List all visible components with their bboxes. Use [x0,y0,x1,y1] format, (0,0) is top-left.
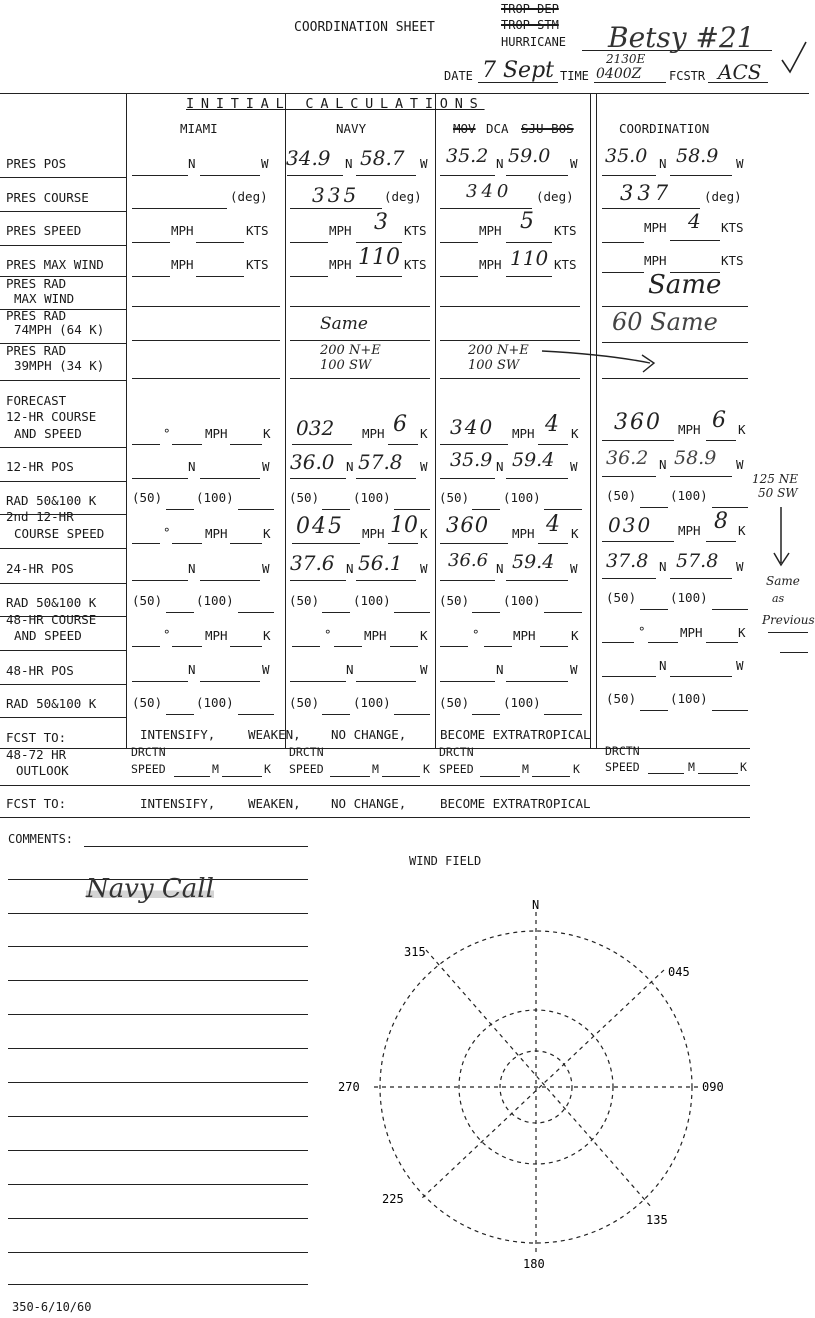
dca-p12-n-value: 35.9 [450,449,493,471]
row-24hr-pos: 24-HR POS [6,561,74,576]
coord-rad-a-100: (100) [670,488,708,503]
dca-p48-n: N [496,662,504,677]
coord-p12-w: W [736,457,744,472]
coord-outlook-m: M [688,760,695,774]
option-extratropical-2: BECOME EXTRATROPICAL [440,796,591,811]
fcstr-value: ACS [718,60,762,84]
row-forecast-2: 12-HR COURSE [6,409,97,424]
dca-speed-value: 5 [520,209,534,234]
coord-wind-kts: KTS [721,253,744,268]
coord-p24-n-value: 37.8 [606,550,649,572]
dca-s12-course-value: 360 [446,513,490,537]
miami-speed-kts: KTS [246,223,269,238]
down-arrow-icon [770,505,794,569]
column-navy: NAVY [336,121,367,136]
miami-outlook-speed: SPEED [131,762,166,776]
row-pres-rad-39-1: PRES RAD [6,343,67,358]
coord-f12-speed-value: 6 [712,408,726,433]
storm-type-trop-stm: TROP STM [501,18,559,32]
navy-pos-n: N [345,156,353,171]
row-fcst-to: FCST TO: [6,730,67,745]
coord-rad74-value: 60 Same [612,308,718,336]
row-pres-rad-max-2: MAX WIND [14,291,75,306]
miami-rad-c-50: (50) [132,695,163,710]
coord-outlook-speed: SPEED [605,760,640,774]
wind-field-label-180: 180 [523,1257,545,1271]
coord-p12-n-value: 36.2 [606,447,649,469]
dca-f12-mph: MPH [512,426,535,441]
coord-f12-course-value: 360 [614,410,662,435]
coord-speed-value: 4 [688,209,701,233]
dca-p24-n-value: 36.6 [448,550,489,571]
dca-rad39-value-1: 200 N+E [468,343,529,358]
dca-c48-k: K [571,628,579,643]
row-pres-max-wind: PRES MAX WIND [6,257,104,272]
dca-s12-speed-value: 4 [546,512,560,537]
navy-rad-b-100: (100) [353,593,391,608]
option-extratropical: BECOME EXTRATROPICAL [440,727,591,742]
row-forecast-1: FORECAST [6,393,67,408]
margin-note-as: as [772,592,785,605]
row-rad-50-100-b: RAD 50&100 K [6,595,97,610]
row-48hr-pos: 48-HR POS [6,663,74,678]
coord-p12-w-value: 58.9 [674,447,717,469]
navy-rad-b-50: (50) [289,593,320,608]
coord-course-value: 337 [620,181,673,205]
navy-rad74-value: Same [320,314,368,334]
navy-pos-w: W [420,156,428,171]
date-value: 7 Sept [482,58,555,83]
dca-rad-b-50: (50) [439,593,470,608]
date-label: DATE [444,69,473,83]
miami-s12-k: K [263,526,271,541]
miami-rad-b-50: (50) [132,593,163,608]
navy-p24-n: N [346,561,354,576]
row-pres-pos: PRES POS [6,156,67,171]
miami-p48-n: N [188,662,196,677]
navy-c48-deg: ° [324,627,332,642]
row-48hr-course-1: 48-HR COURSE [6,612,97,627]
coord-s12-course-value: 030 [608,513,653,537]
coord-speed-mph: MPH [644,220,667,235]
coord-pos-n: N [659,156,667,171]
coord-pos-n-value: 35.0 [605,145,648,167]
navy-p12-w-value: 57.8 [358,450,403,474]
coord-p48-w: W [736,658,744,673]
coord-c48-k: K [738,625,746,640]
row-pres-rad-74-1: PRES RAD [6,308,67,323]
time-label: TIME [560,69,589,83]
dca-rad-b-100: (100) [503,593,541,608]
coord-rad-c-100: (100) [670,691,708,706]
dca-p24-n: N [496,561,504,576]
coord-s12-mph: MPH [678,523,701,538]
dca-rad-a-50: (50) [439,490,470,505]
wind-field-label-090: 090 [702,1080,724,1094]
row-rad-50-100-c: RAD 50&100 K [6,696,97,711]
dca-wind-mph: MPH [479,257,502,272]
coord-s12-k: K [738,523,746,538]
navy-pos-w-value: 58.7 [360,146,405,170]
miami-s12-deg: ° [163,525,171,540]
miami-pos-w: W [261,156,269,171]
coord-p12-n: N [659,457,667,472]
row-48hr-course-2: AND SPEED [14,628,82,643]
miami-rad-a-100: (100) [196,490,234,505]
row-pres-rad-39-2: 39MPH (34 K) [14,358,105,373]
miami-speed-mph: MPH [171,223,194,238]
carry-over-arrow-icon [540,345,665,375]
coord-p48-n: N [659,658,667,673]
navy-f12-course-value: 032 [296,416,335,440]
dca-p12-w: W [570,459,578,474]
navy-rad-a-100: (100) [353,490,391,505]
dca-s12-k: K [571,526,579,541]
time-value-utc: 0400Z [596,66,642,82]
miami-outlook-m: M [212,762,219,776]
miami-f12-k: K [263,426,271,441]
navy-s12-speed-value: 10 [390,513,418,538]
coord-pos-w: W [736,156,744,171]
miami-c48-deg: ° [163,627,171,642]
wind-field-label-135: 135 [646,1213,668,1227]
coord-rad-max-value: Same [648,270,722,300]
miami-wind-mph: MPH [171,257,194,272]
miami-p24-n: N [188,561,196,576]
navy-s12-course-value: 045 [296,514,344,539]
navy-p12-n-value: 36.0 [290,450,335,474]
dca-rad39-value-2: 100 SW [468,358,520,373]
initial-calculations-heading: INITIAL CALCULATIONS [186,96,485,112]
dca-wind-value: 110 [510,246,549,270]
navy-p48-w: W [420,662,428,677]
option-intensify: INTENSIFY, [140,727,216,742]
form-number: 350-6/10/60 [12,1300,92,1314]
dca-wind-kts: KTS [554,257,577,272]
navy-c48-mph: MPH [364,628,387,643]
comments-label: COMMENTS: [8,832,74,846]
wind-field-label-n: N [532,898,540,912]
wind-field-diagram [320,890,740,1280]
column-mov: MOV [453,121,476,136]
wind-field-title: WIND FIELD [409,854,482,868]
margin-note-ne: 125 NE [752,472,798,486]
navy-p48-n: N [346,662,354,677]
coord-f12-mph: MPH [678,422,701,437]
navy-f12-k: K [420,426,428,441]
wind-field-label-270: 270 [338,1080,360,1094]
dca-rad-c-100: (100) [503,695,541,710]
navy-course-value: 335 [312,183,360,207]
miami-p12-n: N [188,459,196,474]
navy-s12-k: K [420,526,428,541]
check-mark-icon [780,40,808,76]
miami-s12-mph: MPH [205,526,228,541]
dca-p48-w: W [570,662,578,677]
dca-speed-kts: KTS [554,223,577,238]
miami-f12-deg: ° [163,426,171,441]
option-weaken: WEAKEN, [248,727,301,742]
coord-c48-deg: ° [638,624,646,639]
dca-p24-w: W [570,561,578,576]
dca-p12-w-value: 59.4 [512,449,555,471]
fcstr-label: FCSTR [669,69,706,83]
coord-rad-c-50: (50) [606,691,637,706]
row-2nd-12hr-2: COURSE SPEED [14,526,105,541]
coord-course-deg: (deg) [704,189,742,204]
miami-c48-k: K [263,628,271,643]
option-intensify-2: INTENSIFY, [140,796,216,811]
miami-rad-a-50: (50) [132,490,163,505]
miami-pos-n: N [188,156,196,171]
navy-rad-c-100: (100) [353,695,391,710]
dca-outlook-speed: SPEED [439,762,474,776]
dca-c48-mph: MPH [513,628,536,643]
coord-rad-b-50: (50) [606,590,637,605]
storm-type-hurricane: HURRICANE [501,35,567,49]
navy-pos-n-value: 34.9 [286,146,331,170]
dca-pos-n-value: 35.2 [446,145,489,167]
dca-s12-mph: MPH [512,526,535,541]
storm-name: Betsy #21 [608,21,755,54]
miami-wind-kts: KTS [246,257,269,272]
option-weaken-2: WEAKEN, [248,796,301,811]
navy-wind-mph: MPH [329,257,352,272]
dca-course-deg: (deg) [536,189,574,204]
navy-outlook-k: K [423,762,430,776]
coord-speed-kts: KTS [721,220,744,235]
navy-rad-c-50: (50) [289,695,320,710]
column-miami: MIAMI [180,121,218,136]
dca-rad-c-50: (50) [439,695,470,710]
row-rad-50-100-a: RAD 50&100 K [6,493,97,508]
row-pres-course: PRES COURSE [6,190,89,205]
navy-f12-mph: MPH [362,426,385,441]
dca-f12-course-value: 340 [450,415,495,439]
dca-c48-deg: ° [472,627,480,642]
navy-course-deg: (deg) [384,189,422,204]
dca-pos-w: W [570,156,578,171]
row-pres-rad-max-1: PRES RAD [6,276,67,291]
dca-p12-n: N [496,459,504,474]
miami-rad-c-100: (100) [196,695,234,710]
dca-outlook-k: K [573,762,580,776]
row-outlook-1: 48-72 HR [6,747,67,762]
navy-rad39-value-2: 100 SW [320,358,372,373]
storm-type-trop-dep: TROP DEP [501,2,559,16]
navy-p12-n: N [346,459,354,474]
dca-pos-w-value: 59.0 [508,145,551,167]
row-outlook-2: OUTLOOK [16,763,69,778]
navy-f12-speed-value: 6 [393,412,407,437]
dca-p24-w-value: 59.4 [512,551,555,573]
coord-outlook-drctn: DRCTN [605,744,640,758]
coord-p24-n: N [659,559,667,574]
coord-wind-mph: MPH [644,253,667,268]
navy-wind-kts: KTS [404,257,427,272]
option-no-change: NO CHANGE, [331,727,407,742]
navy-speed-value: 3 [374,210,388,235]
coord-f12-k: K [738,422,746,437]
wind-field-label-045: 045 [668,965,690,979]
coord-outlook-k: K [740,760,747,774]
navy-s12-mph: MPH [362,526,385,541]
coord-rad-b-100: (100) [670,590,708,605]
navy-rad-a-50: (50) [289,490,320,505]
navy-p24-w-value: 56.1 [358,551,403,575]
miami-p48-w: W [262,662,270,677]
miami-c48-mph: MPH [205,628,228,643]
row-pres-speed: PRES SPEED [6,223,82,238]
navy-outlook-m: M [372,762,379,776]
option-no-change-2: NO CHANGE, [331,796,407,811]
wind-field-label-315: 315 [404,945,426,959]
navy-p24-n-value: 37.6 [290,551,335,575]
miami-f12-mph: MPH [205,426,228,441]
margin-note-sw: 50 SW [758,486,798,500]
column-coordination: COORDINATION [619,121,710,136]
miami-course-deg: (deg) [230,189,268,204]
coord-p24-w-value: 57.8 [676,550,719,572]
navy-wind-value: 110 [358,245,400,270]
miami-p24-w: W [262,561,270,576]
navy-outlook-drctn: DRCTN [289,745,324,759]
dca-outlook-m: M [522,762,529,776]
comments-text: Navy Call [86,874,214,904]
time-value-local: 2130E [606,52,646,66]
row-fcst-to-2: FCST TO: [6,796,67,811]
navy-outlook-speed: SPEED [289,762,324,776]
dca-speed-mph: MPH [479,223,502,238]
dca-pos-n: N [496,156,504,171]
miami-p12-w: W [262,459,270,474]
navy-p12-w: W [420,459,428,474]
row-pres-rad-74-2: 74MPH (64 K) [14,322,105,337]
coord-p24-w: W [736,559,744,574]
navy-speed-mph: MPH [329,223,352,238]
row-12hr-pos: 12-HR POS [6,459,74,474]
navy-p24-w: W [420,561,428,576]
coord-s12-speed-value: 8 [714,509,728,534]
dca-f12-k: K [571,426,579,441]
coord-pos-w-value: 58.9 [676,145,719,167]
wind-field-label-225: 225 [382,1192,404,1206]
row-forecast-3: AND SPEED [14,426,82,441]
sheet-title: COORDINATION SHEET [294,20,435,35]
dca-f12-speed-value: 4 [545,412,559,437]
navy-c48-k: K [420,628,428,643]
miami-outlook-drctn: DRCTN [131,745,166,759]
dca-outlook-drctn: DRCTN [439,745,474,759]
miami-outlook-k: K [264,762,271,776]
coord-rad-a-50: (50) [606,488,637,503]
margin-note-same: Same [766,574,800,588]
coord-c48-mph: MPH [680,625,703,640]
dca-rad-a-100: (100) [503,490,541,505]
navy-speed-kts: KTS [404,223,427,238]
navy-rad39-value-1: 200 N+E [320,343,381,358]
column-dca: DCA [486,121,509,136]
row-2nd-12hr-1: 2nd 12-HR [6,509,74,524]
margin-note-previous: Previous [762,613,815,627]
column-sju-bos: SJU-BOS [521,121,574,136]
miami-rad-b-100: (100) [196,593,234,608]
dca-course-value: 340 [466,181,513,202]
